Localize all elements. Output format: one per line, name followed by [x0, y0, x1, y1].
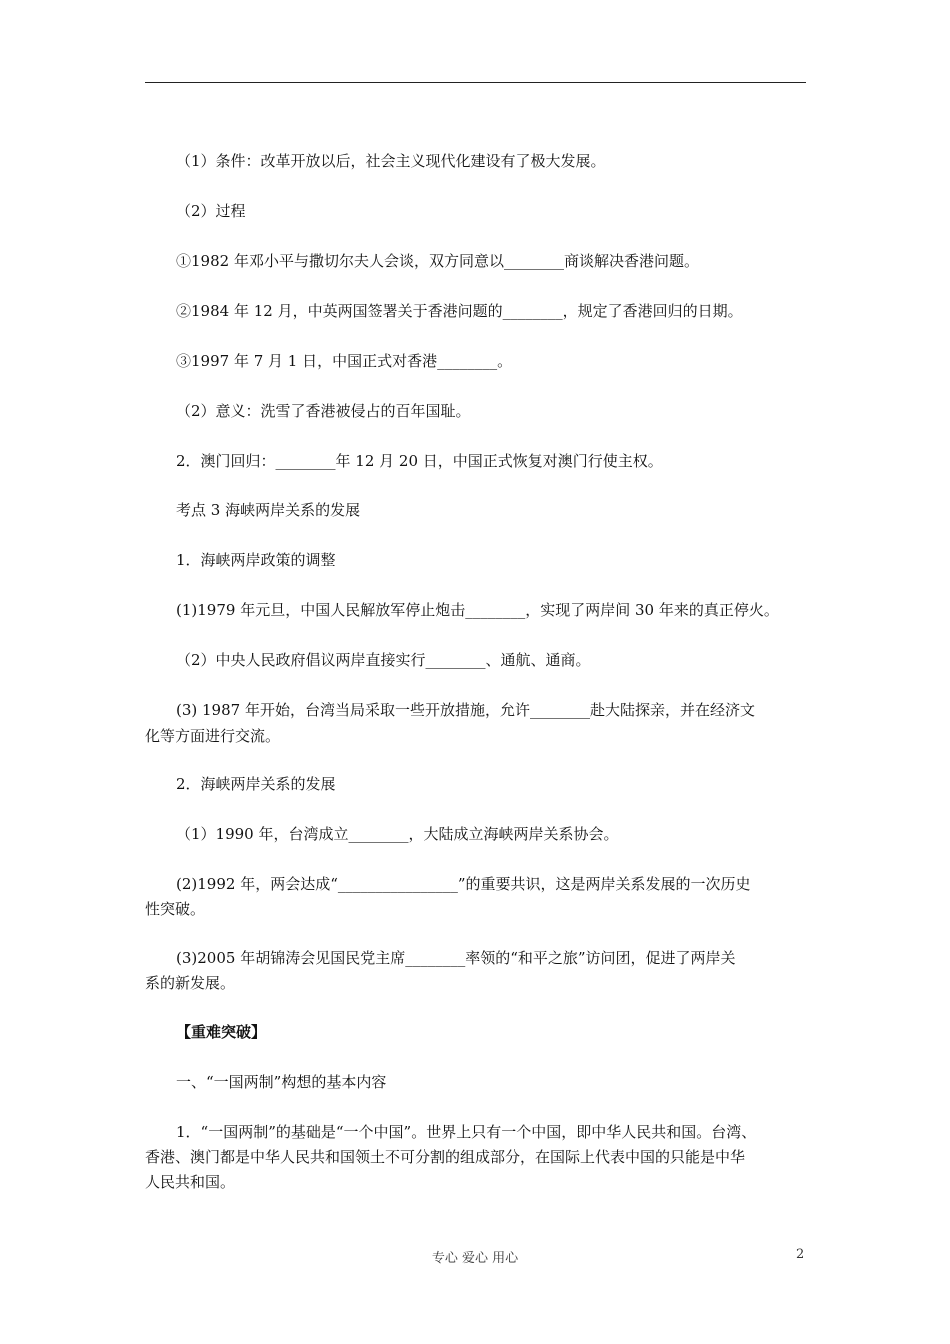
- subheading-one-country-two-systems: 一、“一国两制”构想的基本内容: [176, 1073, 387, 1091]
- paragraph-development-3-line-1: (3)2005 年胡锦涛会见国民党主席________率领的“和平之旅”访问团，促进了两岸关: [176, 949, 736, 967]
- paragraph-foundation-line-2: 香港、澳门都是中华人民共和国领土不可分割的组成部分，在国际上代表中国的只能是中华: [145, 1148, 746, 1166]
- subheading-relations-development: 2．海峡两岸关系的发展: [176, 775, 336, 793]
- paragraph-development-2-line-2: 性突破。: [145, 900, 206, 918]
- section-heading-point-3: 考点 3 海峡两岸关系的发展: [176, 501, 361, 519]
- paragraph-process-heading: （2）过程: [176, 202, 246, 220]
- paragraph-process-step-1: ①1982 年邓小平与撒切尔夫人会谈，双方同意以________商谈解决香港问题。: [176, 252, 699, 270]
- paragraph-significance: （2）意义：洗雪了香港被侵占的百年国耻。: [176, 402, 471, 420]
- header-rule: [145, 82, 806, 83]
- paragraph-development-3-line-2: 系的新发展。: [145, 974, 236, 992]
- paragraph-policy-2: （2）中央人民政府倡议两岸直接实行________、通航、通商。: [176, 651, 591, 669]
- subheading-policy-adjustment: 1．海峡两岸政策的调整: [176, 551, 336, 569]
- paragraph-policy-3-line-1: (3) 1987 年开始，台湾当局采取一些开放措施，允许________赴大陆探亲，并在经济文: [176, 701, 755, 719]
- section-heading-key-difficulties: 【重难突破】: [176, 1023, 267, 1041]
- paragraph-foundation-line-3: 人民共和国。: [145, 1173, 236, 1191]
- paragraph-policy-3-line-2: 化等方面进行交流。: [145, 727, 281, 745]
- paragraph-process-step-2: ②1984 年 12 月，中英两国签署关于香港问题的________，规定了香港回归的日期。: [176, 302, 743, 320]
- footer-motto: 专心 爱心 用心: [431, 1251, 519, 1266]
- paragraph-policy-1: (1)1979 年元旦，中国人民解放军停止炮击________，实现了两岸间 30 年来的真正停火。: [176, 601, 779, 619]
- paragraph-condition: （1）条件：改革开放以后，社会主义现代化建设有了极大发展。: [176, 152, 606, 170]
- paragraph-development-1: （1）1990 年，台湾成立________，大陆成立海峡两岸关系协会。: [176, 825, 619, 843]
- paragraph-development-2-line-1: (2)1992 年，两会达成“________________”的重要共识，这是两岸关系发展的一次历史: [176, 875, 751, 893]
- paragraph-process-step-3: ③1997 年 7 月 1 日，中国正式对香港________。: [176, 352, 513, 370]
- paragraph-foundation-line-1: 1．“一国两制”的基础是“一个中国”。世界上只有一个中国，即中华人民共和国。台湾、: [176, 1123, 757, 1141]
- page-number: 2: [796, 1247, 805, 1262]
- paragraph-macau-return: 2．澳门回归：________年 12 月 20 日，中国正式恢复对澳门行使主权。: [176, 452, 663, 470]
